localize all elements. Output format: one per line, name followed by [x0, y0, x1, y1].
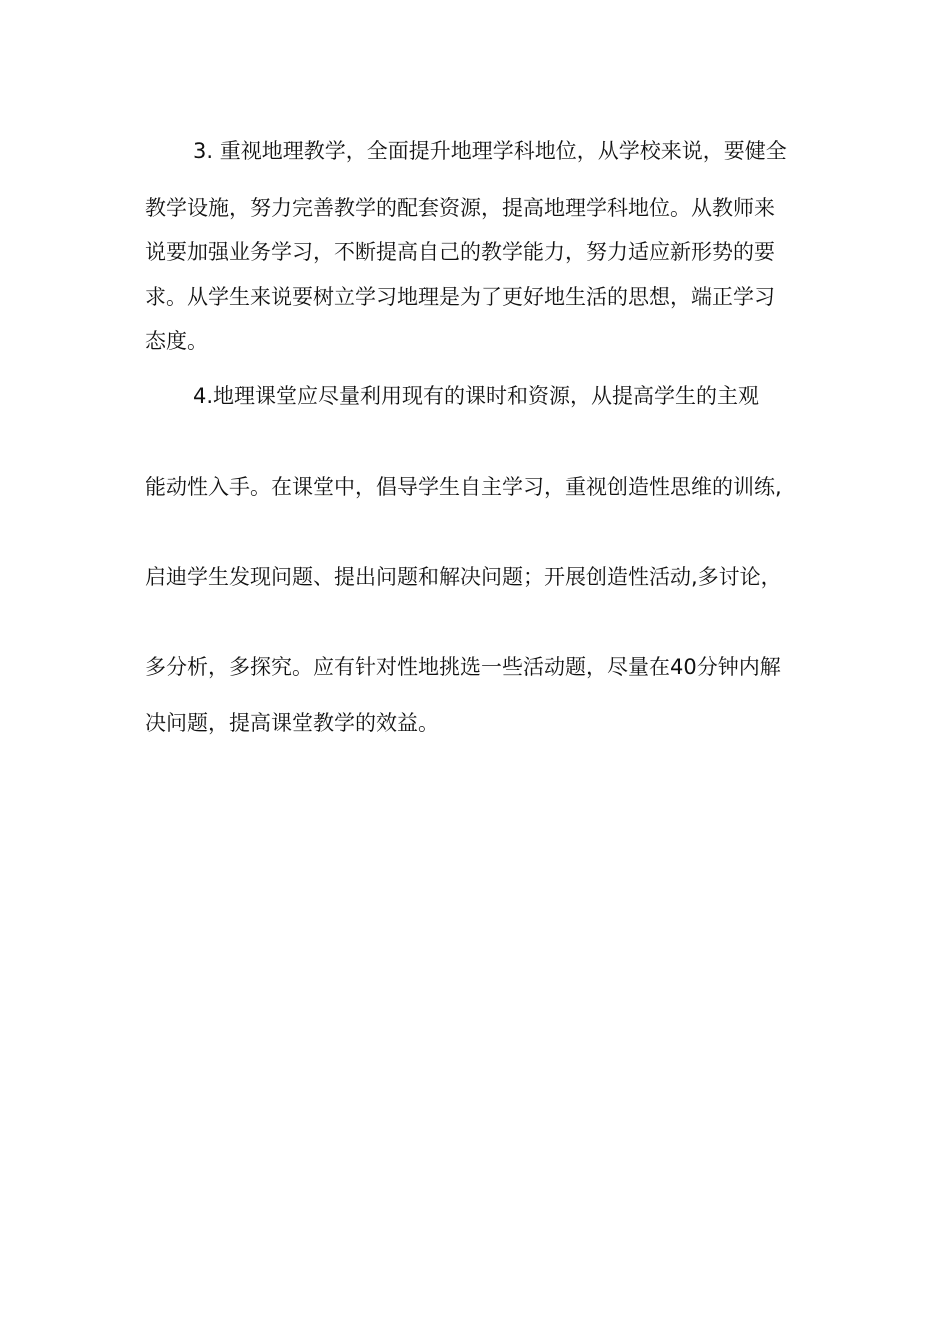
paragraph-4-line-4: 多分析，多探究。应有针对性地挑选一些活动题，尽量在40分钟内解 [145, 655, 781, 679]
paragraph-4-line-1: 4.地理课堂应尽量利用现有的课时和资源，从提高学生的主观 [193, 384, 760, 408]
paragraph-3-line-1: 3. 重视地理教学，全面提升地理学科地位，从学校来说，要健全 [193, 139, 787, 163]
paragraph-3-line-2: 教学设施，努力完善教学的配套资源，提高地理学科地位。从教师来 [145, 196, 775, 220]
paragraph-4-line-5: 决问题，提高课堂教学的效益。 [145, 711, 439, 735]
paragraph-4-line-2: 能动性入手。在课堂中，倡导学生自主学习，重视创造性思维的训练, [145, 475, 782, 499]
paragraph-4-line-3: 启迪学生发现问题、提出问题和解决问题；开展创造性活动,多讨论， [145, 565, 782, 589]
paragraph-3-line-5: 态度。 [145, 329, 208, 353]
paragraph-3-line-3: 说要加强业务学习，不断提高自己的教学能力，努力适应新形势的要 [145, 240, 775, 264]
paragraph-3-line-4: 求。从学生来说要树立学习地理是为了更好地生活的思想，端正学习 [145, 285, 775, 309]
